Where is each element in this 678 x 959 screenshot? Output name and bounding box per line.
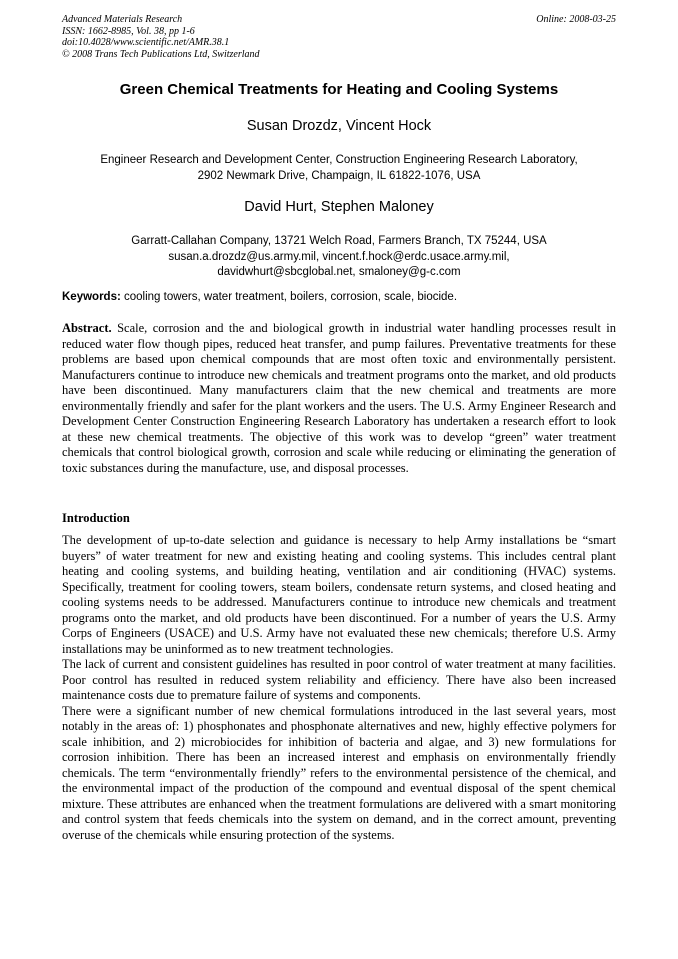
- email-line: davidwhurt@sbcglobal.net, smaloney@g-c.com: [217, 266, 461, 278]
- introduction-section: [62, 533, 616, 843]
- journal-issn: ISSN: 1662-8985, Vol. 38, pp 1-6: [62, 25, 195, 37]
- affiliation-1: [62, 153, 616, 184]
- keywords-list: cooling towers, water treatment, boilers, corrosion, scale, biocide.: [124, 291, 458, 303]
- affiliation-2: [62, 234, 616, 281]
- online-date: Online: 2008-03-25: [536, 14, 616, 25]
- section-heading-introduction: Introduction: [62, 511, 130, 525]
- journal-doi: doi:10.4028/www.scientific.net/AMR.38.1: [62, 37, 230, 48]
- journal-copyright: © 2008 Trans Tech Publications Ltd, Switzerland: [62, 48, 260, 60]
- email-line: susan.a.drozdz@us.army.mil, vincent.f.hock@erdc.usace.army.mil,: [168, 250, 510, 263]
- abstract-text: Scale, corrosion and the and biological growth in industrial water handling processes result in reduced water flow though pipes, reduced heat transfer, and pump failures. Preventative treatments for these problems are based upon chemical compounds that are most often toxic and environmentally persistent. Manufacturers continue to introduce new chemicals and treatment programs onto the market, and old products have been discontinued. Many manufacturers claim that the new chemical and treatments are more environmentally friendly and safer for the plant workers and the users. The U.S. Army Engineer Research and Development Center Construction Engineering Research Laboratory has undertaken a research effort to look at these new chemical treatments. The objective of this work was to develop “green” water treatment chemicals that control biological growth, corrosion and scale while reducing or eliminating the generation of toxic substances during the manufacture, use, and disposal processes.: [62, 321, 616, 475]
- keywords-label: Keywords:: [62, 291, 124, 303]
- authors-group-1: Susan Drozdz, Vincent Hock: [246, 118, 432, 134]
- abstract: [62, 321, 616, 476]
- affiliation-2-line: Garratt-Callahan Company, 13721 Welch Road, Farmers Branch, TX 75244, USA: [131, 235, 547, 247]
- keywords: [62, 290, 616, 305]
- journal-name: Advanced Materials Research: [62, 14, 183, 25]
- journal-header: [62, 14, 616, 60]
- abstract-label: Abstract.: [62, 321, 118, 335]
- paper-title: Green Chemical Treatments for Heating and Cooling Systems: [119, 81, 559, 98]
- paragraph: There were a significant number of new chemical formulations introduced in the last several years, most notably in the areas of: 1) phosphonates and phosphonate alternatives and new, highly effective polymers for scale inhibition, and 2) microbiocides for inhibition of bacteria and algae, and 3) new formulations for corrosion inhibition. There has been an increased interest and emphasis on environmentally friendly chemicals. The term “environmentally friendly” refers to the environmental persistence of the chemical, and the environmental impact of the production of the compound and eventual disposal of the spent chemical mixture. These attributes are enhanced when the treatment formulations are delivered with a smart monitoring and control system that feeds chemicals into the system on demand, and in the correct amount, preventing overuse of the chemicals while ensuring protection of the systems.: [62, 703, 616, 842]
- affiliation-1-line: 2902 Newmark Drive, Champaign, IL 61822-1076, USA: [197, 169, 481, 182]
- affiliation-1-line: Engineer Research and Development Center, Construction Engineering Research Laboratory,: [100, 154, 578, 166]
- paragraph: The development of up-to-date selection and guidance is necessary to help Army installations be “smart buyers” of water treatment for new and existing heating and cooling systems. This includes central plant heating and cooling systems, and building heating, ventilation and air conditioning (HVAC) systems. Specifically, treatment for cooling towers, steam boilers, condensate return systems, and closed heating and cooling systems needs to be addressed. Manufacturers continue to introduce new chemicals and treatment programs onto the market, and old products have been discontinued. For a number of years the U.S. Army Corps of Engineers (USACE) and U.S. Army have not evaluated these new chemicals; therefore U.S. Army installations may be uninformed as to new treatment technologies.: [62, 533, 616, 656]
- paragraph: The lack of current and consistent guidelines has resulted in poor control of water treatment at many facilities. Poor control has resulted in reduced system reliability and efficiency. There have also been increased maintenance costs due to premature failure of systems and components.: [62, 657, 616, 702]
- authors-group-2: David Hurt, Stephen Maloney: [244, 199, 434, 215]
